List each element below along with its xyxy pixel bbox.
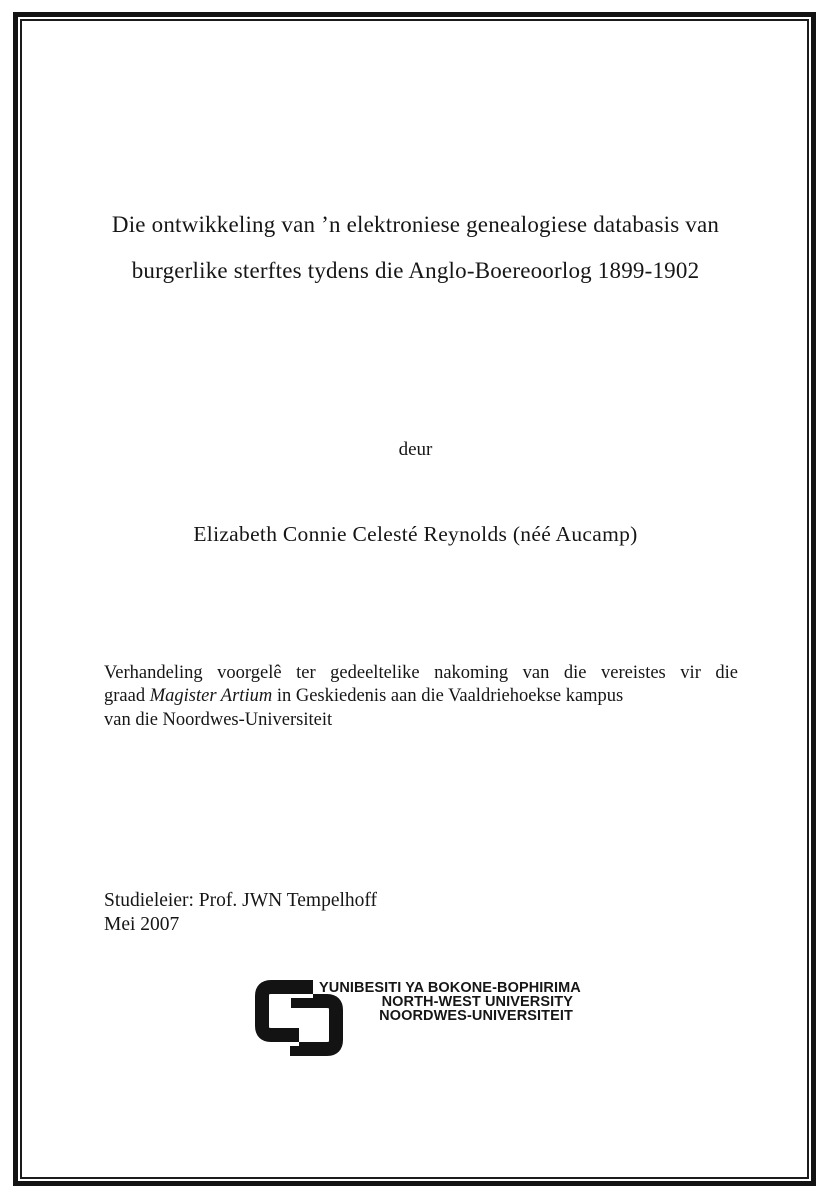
university-name-afrikaans: NOORDWES-UNIVERSITEIT [379, 1008, 573, 1024]
supervisor-line: Studieleier: Prof. JWN Tempelhoff [104, 890, 378, 911]
date-line: Mei 2007 [104, 914, 180, 935]
degree-name: Magister Artium [149, 686, 273, 707]
thesis-title-line-2: burgerlike sterftes tydens die Anglo-Boereoorlog 1899-1902 [131, 258, 700, 283]
university-name-block [319, 980, 581, 1024]
university-name-setswana: YUNIBESITI YA BOKONE-BOPHIRIMA [319, 980, 581, 996]
thesis-title-line-1: Die ontwikkeling van ’n elektroniese genealogiese databasis van [111, 212, 720, 237]
supervisor-block [104, 889, 377, 937]
degree-statement-line-2-suffix: in Geskiedenis aan die Vaaldriehoekse kampus [272, 686, 624, 707]
degree-statement-line-2 [104, 685, 738, 708]
degree-statement-line-1: Verhandeling voorgelê ter gedeeltelike nakoming van die vereistes vir die [104, 663, 738, 683]
university-name-english: NORTH-WEST UNIVERSITY [381, 994, 573, 1010]
degree-statement [104, 662, 738, 732]
thesis-title [40, 202, 791, 294]
university-logo [253, 972, 583, 1062]
author-name: Elizabeth Connie Celesté Reynolds (néé Aucamp) [193, 522, 638, 546]
degree-statement-line-3: van die Noordwes-Universiteit [104, 709, 333, 730]
byline: deur [398, 439, 433, 460]
degree-statement-line-2-prefix: graad [104, 686, 150, 707]
